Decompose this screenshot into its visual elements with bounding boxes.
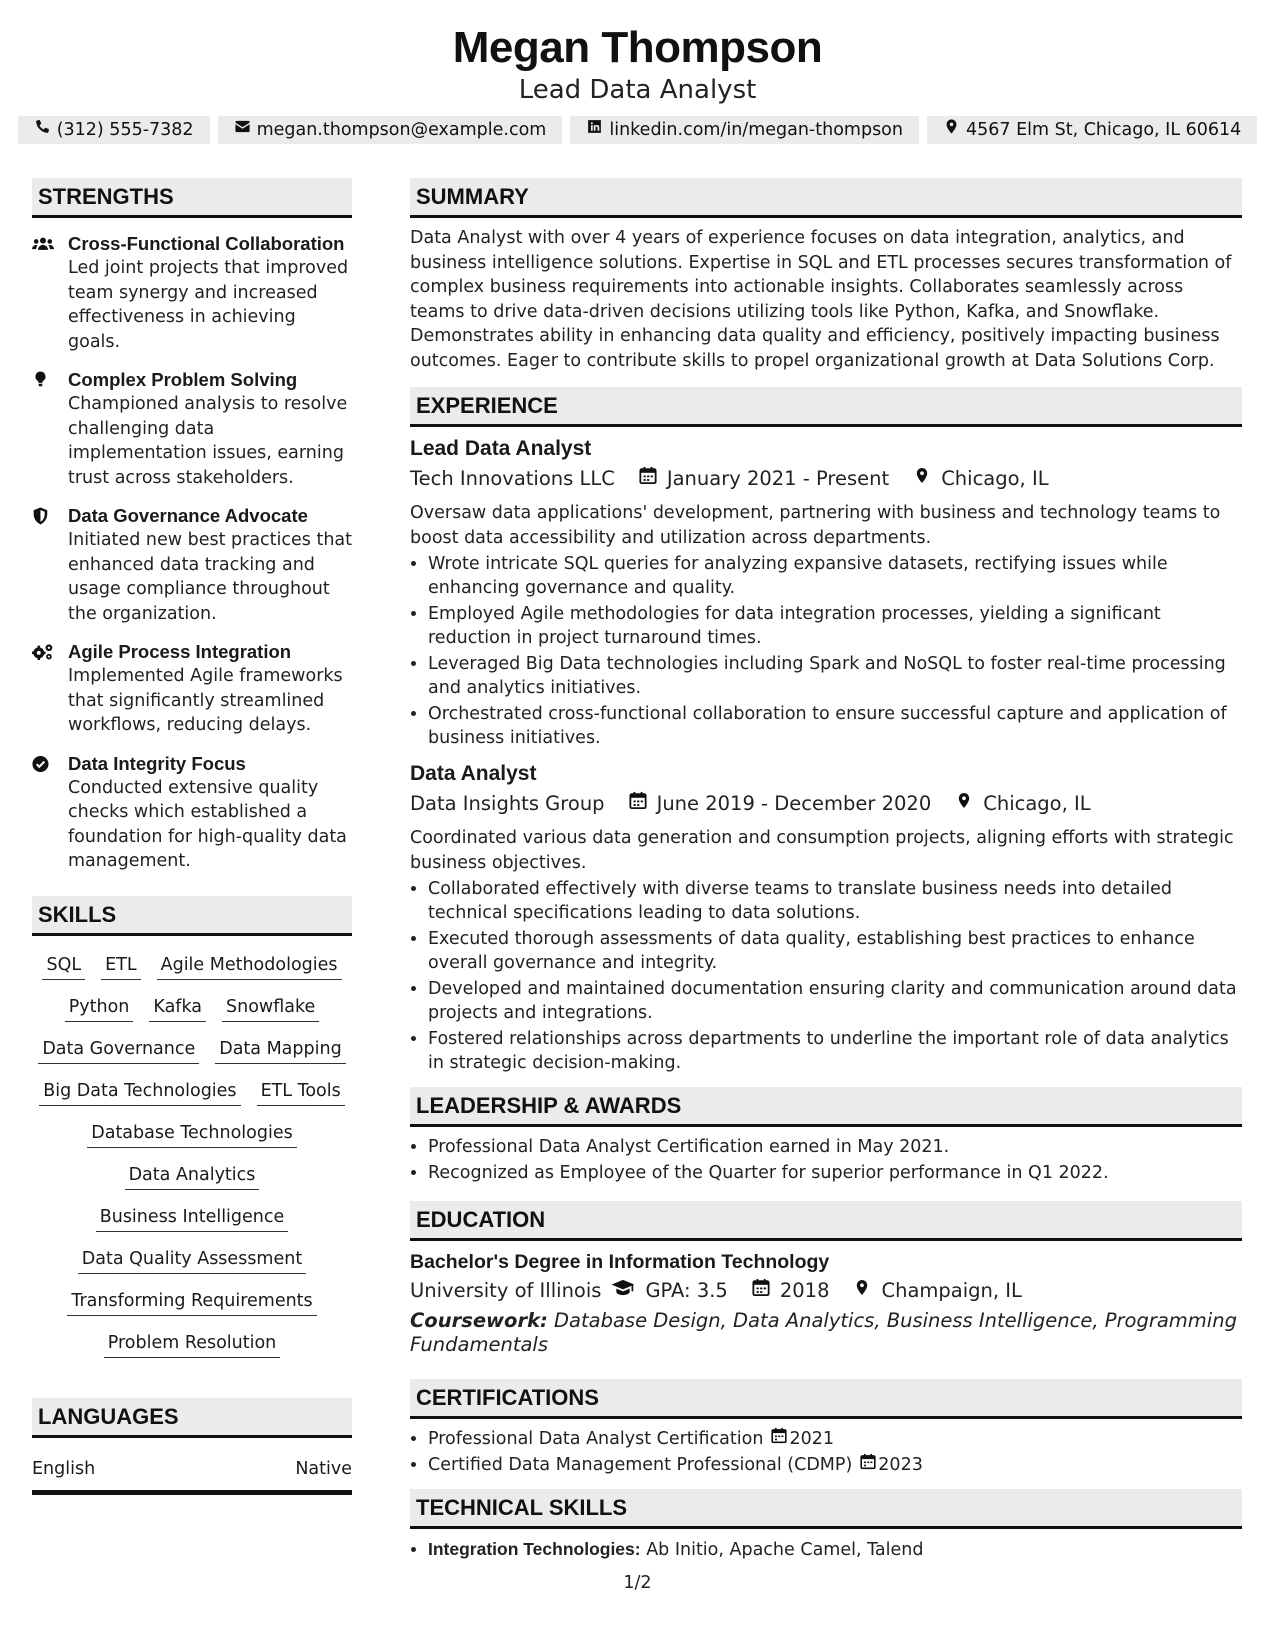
map-pin-icon xyxy=(955,790,973,818)
certification-year: 2021 xyxy=(789,1429,834,1449)
education-meta xyxy=(410,1277,1242,1305)
resume-header xyxy=(0,0,1275,144)
certification-name: • Certified Data Management Professional (CDMP) xyxy=(428,1455,853,1475)
job-location: Chicago, IL xyxy=(983,792,1091,815)
page-number: 1/2 xyxy=(623,1573,652,1593)
strengths-heading: STRENGTHS xyxy=(32,178,352,218)
candidate-name: Megan Thompson xyxy=(452,23,823,72)
calendar-icon xyxy=(639,465,657,493)
job-meta xyxy=(410,465,1242,493)
languages-heading: LANGUAGES xyxy=(32,1398,352,1438)
company-name: Tech Innovations LLC xyxy=(410,467,615,490)
skill-tag: Transforming Requirements xyxy=(67,1288,316,1316)
job-intro: Coordinated various data generation and consumption projects, aligning efforts with strategic business objectives. xyxy=(410,828,1234,873)
envelope-icon xyxy=(234,118,251,142)
job-title: Lead Data Analyst xyxy=(410,437,592,460)
skill-tag: Data Quality Assessment xyxy=(78,1246,306,1274)
calendar-icon xyxy=(752,1277,770,1305)
strength-title: Data Governance Advocate xyxy=(68,505,308,526)
summary-heading: SUMMARY xyxy=(410,178,1242,218)
map-pin-icon xyxy=(913,465,931,493)
job-dates: January 2021 - Present xyxy=(666,467,890,490)
strength-description: Initiated new best practices that enhanced data tracking and usage compliance throughout the organization. xyxy=(68,530,352,624)
map-pin-icon xyxy=(853,1277,871,1305)
certification-item xyxy=(428,1453,1242,1477)
skill-tag: ETL xyxy=(101,952,141,980)
graduation-year: 2018 xyxy=(779,1279,830,1302)
job-bullets xyxy=(410,877,1242,1075)
degree-title: Bachelor's Degree in Information Technology xyxy=(410,1251,830,1273)
phone-icon xyxy=(34,118,51,142)
left-column xyxy=(32,178,352,1495)
right-column xyxy=(410,178,1242,1564)
job-bullet: • Orchestrated cross-functional collaboration to ensure successful capture and application of business initiatives. xyxy=(428,702,1242,750)
gears-icon xyxy=(32,640,56,738)
check-circle-icon xyxy=(32,752,56,874)
job-bullet: • Employed Agile methodologies for data integration processes, yielding a significant reduction in project turnaround times. xyxy=(428,602,1242,650)
contact-row xyxy=(0,116,1275,144)
skill-tag: Python xyxy=(65,994,134,1022)
certification-item xyxy=(428,1427,1242,1451)
certifications-list xyxy=(410,1427,1242,1477)
strength-description: Implemented Agile frameworks that significantly streamlined workflows, reducing delays. xyxy=(68,666,343,735)
language-row xyxy=(32,1456,352,1495)
job-title: Data Analyst xyxy=(410,762,537,785)
job-intro: Oversaw data applications' development, partnering with business and technology teams to boost data accessibility and utilization across departments. xyxy=(410,503,1221,548)
job-bullet: • Executed thorough assessments of data quality, establishing best practices to enhance overall governance and integrity. xyxy=(428,927,1242,975)
job-bullet: • Leveraged Big Data technologies including Spark and NoSQL to foster real-time processing and analytics initiatives. xyxy=(428,652,1242,700)
technical-skills-list xyxy=(410,1537,1242,1562)
coursework-text: Database Design, Data Analytics, Business Intelligence, Programming Fundamentals xyxy=(410,1309,1237,1356)
strength-item xyxy=(32,640,352,738)
calendar-icon xyxy=(860,1453,876,1477)
contact-linkedin[interactable] xyxy=(570,116,919,144)
email-text: megan.thompson@example.com xyxy=(256,120,547,140)
job-bullet: • Collaborated effectively with diverse teams to translate business needs into detailed technical specifications leading to data solutions. xyxy=(428,877,1242,925)
job-bullet: • Developed and maintained documentation ensuring clarity and communication around data projects and integrations. xyxy=(428,977,1242,1025)
skill-tag: Problem Resolution xyxy=(104,1330,281,1358)
certification-year: 2023 xyxy=(878,1455,923,1475)
award-item: • Recognized as Employee of the Quarter for superior performance in Q1 2022. xyxy=(428,1161,1242,1185)
strength-title: Data Integrity Focus xyxy=(68,752,246,774)
candidate-title: Lead Data Analyst xyxy=(518,75,757,105)
lightbulb-icon xyxy=(32,368,56,490)
job-entry xyxy=(410,760,1242,1075)
contact-email[interactable] xyxy=(218,116,563,144)
map-pin-icon xyxy=(943,118,960,142)
calendar-icon xyxy=(771,1427,787,1451)
linkedin-icon xyxy=(586,118,603,142)
skills-list xyxy=(32,952,352,1358)
strength-item xyxy=(32,504,352,626)
coursework-label: Coursework: xyxy=(410,1309,548,1332)
education-location: Champaign, IL xyxy=(881,1279,1022,1302)
technical-skills-heading: TECHNICAL SKILLS xyxy=(410,1489,1242,1529)
leadership-list xyxy=(410,1135,1242,1185)
job-location: Chicago, IL xyxy=(941,467,1049,490)
certifications-heading: CERTIFICATIONS xyxy=(410,1379,1242,1419)
technical-skill-label: Integration Technologies: xyxy=(428,1539,641,1559)
experience-heading: EXPERIENCE xyxy=(410,387,1242,427)
skill-tag: Kafka xyxy=(149,994,206,1022)
skill-tag: Database Technologies xyxy=(87,1120,296,1148)
technical-skill-value: Ab Initio, Apache Camel, Talend xyxy=(646,1540,924,1560)
skill-tag: ETL Tools xyxy=(257,1078,345,1106)
contact-location[interactable] xyxy=(927,116,1257,144)
linkedin-text: linkedin.com/in/megan-thompson xyxy=(609,120,903,140)
strength-description: Conducted extensive quality checks which established a foundation for high-quality data management. xyxy=(68,777,347,871)
strength-title: Agile Process Integration xyxy=(68,641,292,662)
language-name: English xyxy=(32,1458,96,1479)
job-meta xyxy=(410,790,1242,818)
skills-heading: SKILLS xyxy=(32,896,352,936)
certification-name: • Professional Data Analyst Certification xyxy=(428,1429,764,1449)
skill-tag: SQL xyxy=(42,952,85,980)
summary-text: Data Analyst with over 4 years of experience focuses on data integration, analytics, and business intelligence solutions. Expertise in SQL and ETL processes secures transformation of complex business requirements into actionable insights. Collaborates seamlessly across teams to drive data-driven decisions utilizing tools like Python, Kafka, and Snowflake. Demonstrates ability in enhancing data quality and efficiency, positively impacting business outcomes. Eager to contribute skills to propel organizational growth at Data Solutions Corp. xyxy=(410,228,1232,371)
shield-icon xyxy=(32,504,56,626)
calendar-icon xyxy=(629,790,647,818)
strength-item xyxy=(32,232,352,354)
strength-title: Cross-Functional Collaboration xyxy=(68,233,345,254)
language-level: Native xyxy=(295,1458,352,1479)
job-bullet: • Fostered relationships across departments to underline the important role of data analytics in strategic decision-making. xyxy=(428,1027,1242,1075)
phone-text: (312) 555-7382 xyxy=(56,120,194,140)
skill-tag: Big Data Technologies xyxy=(39,1078,240,1106)
skill-tag: Data Mapping xyxy=(215,1036,345,1064)
strength-item xyxy=(32,752,352,874)
skill-tag: Business Intelligence xyxy=(96,1204,289,1232)
skill-tag: Data Analytics xyxy=(125,1162,260,1190)
gpa-text: GPA: 3.5 xyxy=(645,1279,728,1302)
skill-tag: Agile Methodologies xyxy=(157,952,342,980)
graduation-cap-icon xyxy=(611,1277,635,1305)
location-text: 4567 Elm St, Chicago, IL 60614 xyxy=(965,120,1242,140)
users-icon xyxy=(32,232,56,354)
skill-tag: Snowflake xyxy=(222,994,319,1022)
coursework xyxy=(410,1309,1242,1357)
skill-tag: Data Governance xyxy=(38,1036,199,1064)
contact-phone[interactable] xyxy=(18,116,210,144)
leadership-heading: LEADERSHIP & AWARDS xyxy=(410,1087,1242,1127)
strength-description: Led joint projects that improved team synergy and increased effectiveness in achieving goals. xyxy=(68,258,349,352)
strength-item xyxy=(32,368,352,490)
strength-description: Championed analysis to resolve challenging data implementation issues, earning trust across stakeholders. xyxy=(68,394,348,488)
education-heading: EDUCATION xyxy=(410,1201,1242,1241)
job-dates: June 2019 - December 2020 xyxy=(656,792,932,815)
strength-title: Complex Problem Solving xyxy=(68,369,298,390)
job-bullets xyxy=(410,552,1242,750)
award-item: • Professional Data Analyst Certification earned in May 2021. xyxy=(428,1135,1242,1159)
technical-skill-item xyxy=(428,1537,1242,1562)
company-name: Data Insights Group xyxy=(410,792,605,815)
school-name: University of Illinois xyxy=(410,1279,602,1302)
job-bullet: • Wrote intricate SQL queries for analyzing expansive datasets, rectifying issues while enhancing governance and quality. xyxy=(428,552,1242,600)
job-entry xyxy=(410,435,1242,750)
